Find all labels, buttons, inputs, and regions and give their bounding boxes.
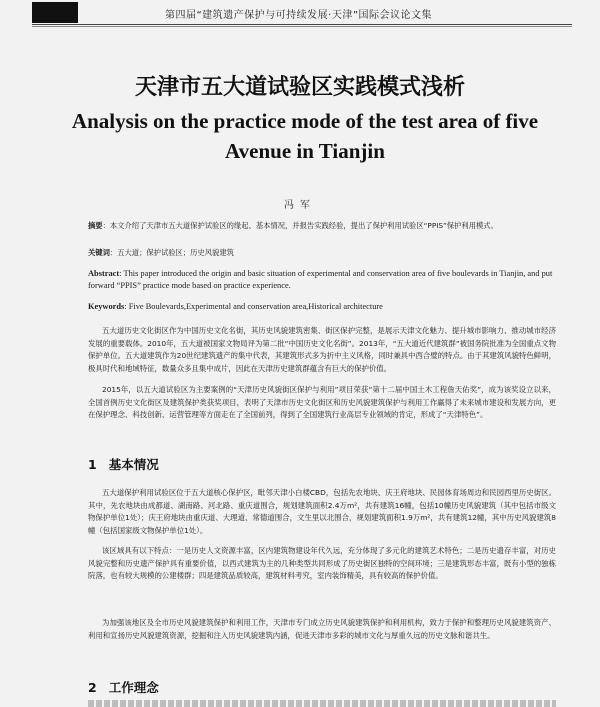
keywords-cn-text: 五大道；保护试验区；历史风貌建筑 xyxy=(117,248,234,257)
section-heading-1 xyxy=(88,455,159,473)
running-header: 第四届“建筑遗产保护与可持续发展·天津”国际会议论文集 xyxy=(165,10,433,21)
keywords-chinese: 关键词：五大道；保护试验区；历史风貌建筑 xyxy=(88,248,234,257)
abstract-en-text: This paper introduced the origin and basic situation of experimental and conservation area of five boulevards in Tianjin, and put forward “PPIS” practice mode based on practice experience. xyxy=(88,269,553,290)
section-heading-2 xyxy=(88,678,159,696)
author: 冯军 xyxy=(284,200,316,211)
section-1-number: 1 xyxy=(88,457,97,472)
header-rule xyxy=(32,24,572,27)
abstract-en-label: Abstract xyxy=(88,269,120,278)
keywords-en-text: Five Boulevards,Experimental and conservation area,Historical architecture xyxy=(128,302,383,311)
abstract-english: Abstract: This paper introduced the origin and basic situation of experimental and conservation area of five boulevards in Tianjin, and put forward “PPIS” practice mode based on practice experience. xyxy=(88,269,553,290)
abstract-cn-label: 摘要 xyxy=(88,221,103,230)
section-2-title: 工作理念 xyxy=(108,680,159,695)
keywords-cn-label: 关键词 xyxy=(88,248,110,257)
keywords-en-label: Keywords xyxy=(88,302,125,311)
abstract-cn-text: 本文介绍了天津市五大道保护试验区的缘起、基本情况，并报告实践经验，提出了保护利用试验区“PPIS”保护利用模式。 xyxy=(109,221,498,230)
title-english: Analysis on the practice mode of the test area of five Avenue in Tianjin xyxy=(71,109,539,163)
keywords-english: Keywords: Five Boulevards,Experimental and conservation area,Historical architecture xyxy=(88,302,383,311)
section-2-number: 2 xyxy=(88,680,97,695)
paragraph-2: 2015年，以五大道试验区为主要案例的“天津历史风貌街区保护与利用”项目荣获“第十二届中国土木工程詹天佑奖”，成为该奖设立以来，全国首例历史文化街区及建筑保护类获奖项目，表明了天津市历史文化街区和历史风貌建筑保护与利用工作赢得了未来城市建设和发展方向，更在保护理念、科技创新、运营管理等方面走在了全国前列，得到了全国建筑行业高层专业领域的肯定，形成了“天津特色”。 xyxy=(88,385,556,419)
cutoff-text-line xyxy=(88,700,556,707)
paragraph-5: 为加强该地区及全市历史风貌建筑保护和利用工作，天津市专门成立历史风貌建筑保护和利用机构，致力于保护和整理历史风貌建筑资产、利用和宣扬历史风貌建筑资源，挖掘和注入历史风貌建筑内涵，促进天津市多彩的城市文化与厚重久远的历史文脉和谐共生。 xyxy=(88,618,556,640)
section-1-title: 基本情况 xyxy=(108,457,159,472)
paragraph-3: 五大道保护利用试验区位于五大道核心保护区，毗邻天津小白楼CBD，包括先农地块、庆王府地块、民园体育场周边和民园西里历史街区。其中，先农地块由成都道、湖南路、河北路、重庆道围合，规划建筑面积2.4万m²，共有建筑16幢，包括10幢历史风貌建筑（其中包括市级文物保护单位1处）；庆王府地块由重庆道、大理道、常德道围合，文生里以北围合，规划建筑面积1.9万m²，共有建筑12幢，其中历史风貌建筑8幢（包括国家级文物保护单位1处）。 xyxy=(88,488,556,535)
paragraph-4: 该区域具有以下特点：一是历史人文资源丰富，区内建筑物建设年代久远，充分体现了多元化的建筑艺术特色；二是历史遗存丰富，对历史风貌完整和历史遗产保护具有重要价值，以西式建筑为主的几种类型共同形成了历史街区独特的空间环境；三是建筑形态丰富，既有小型的独栋院落，也有较大规模的公建楼群；四是建筑品质较高，建筑材料考究，室内装饰精美，具有较高的保护价值。 xyxy=(88,546,556,580)
abstract-chinese: 摘要：本文介绍了天津市五大道保护试验区的缘起、基本情况，并报告实践经验，提出了保护利用试验区“PPIS”保护利用模式。 xyxy=(88,221,498,230)
header-black-block xyxy=(32,2,78,23)
paragraph-1: 五大道历史文化街区作为中国历史文化名街，其历史风貌建筑密集、街区保护完整，是展示天津文化魅力、提升城市影响力、推动城市经济发展的重要载体。2010年，五大道被国家文物局评为第二批“中国历史文化名街”。2013年，“五大道近代建筑群”被国务院批准为全国重点文物保护单位。五大道建筑作为20世纪建筑遗产的集中代表，其建筑形式多为折中主义风格，同时兼具中西合璧的特点。由于其建筑风貌特色鲜明，极具时代和地域特征，数量众多且集中成片，因此在天津历史建筑群蕴含有巨大的保护价值。 xyxy=(88,326,556,373)
title-chinese: 天津市五大道试验区实践模式浅析 xyxy=(134,75,465,100)
